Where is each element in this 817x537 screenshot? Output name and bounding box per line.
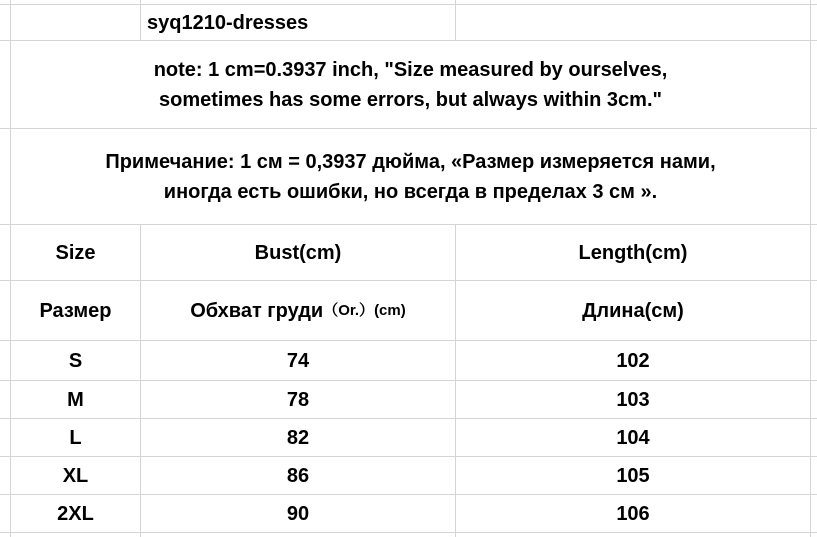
bust-cell: 74: [286, 349, 310, 372]
russian-note-line-2: иногда есть ошибки, но всегда в пределах 3 см ».: [163, 180, 658, 203]
length-cell: 104: [616, 426, 650, 449]
grid-line: [0, 532, 817, 533]
size-cell: 2XL: [57, 502, 94, 525]
length-cell: 102: [616, 349, 650, 372]
header-bust-ru-paren: （Or.）: [323, 301, 375, 319]
bust-cell: 82: [286, 426, 310, 449]
english-note: [11, 41, 810, 128]
length-cell: 103: [616, 388, 650, 411]
bust-cell: 86: [286, 464, 310, 487]
header-bust-ru: [141, 281, 455, 340]
header-size-ru: Размер: [39, 299, 112, 322]
bust-cell: 90: [286, 502, 310, 525]
russian-note: [11, 129, 810, 224]
size-cell: L: [69, 426, 82, 449]
header-bust-ru-main: Обхват груди: [190, 299, 324, 322]
header-bust: Bust(cm): [254, 241, 342, 264]
size-cell: M: [67, 388, 84, 411]
english-note-line-1: note: 1 cm=0.3937 inch, "Size measured by ourselves,: [153, 58, 668, 81]
size-cell: XL: [62, 464, 89, 487]
russian-note-line-1: Примечание: 1 см = 0,3937 дюйма, «Размер измеряется нами,: [105, 150, 716, 173]
grid-line: [455, 0, 456, 40]
size-cell: S: [68, 349, 83, 372]
product-code: syq1210-dresses: [147, 11, 309, 34]
header-length: Length(cm): [578, 241, 688, 264]
english-note-line-2: sometimes has some errors, but always within 3cm.": [159, 88, 662, 111]
header-size: Size: [55, 241, 96, 264]
header-bust-ru-unit: (cm): [374, 301, 406, 319]
length-cell: 106: [616, 502, 650, 525]
bust-cell: 78: [286, 388, 310, 411]
length-cell: 105: [616, 464, 650, 487]
header-length-ru: Длина(см): [582, 299, 684, 322]
